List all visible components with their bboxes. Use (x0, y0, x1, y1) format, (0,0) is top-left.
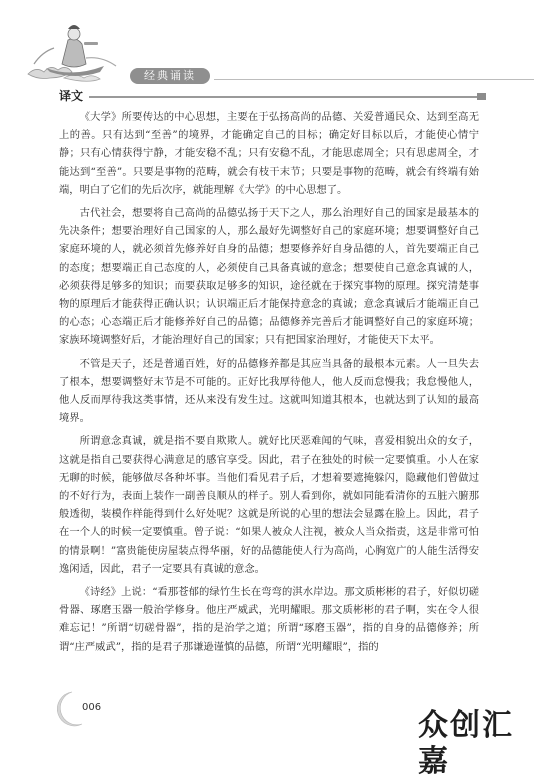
watermark-logo: 众创汇嘉 (418, 708, 514, 779)
paragraph: 古代社会，想要将自己高尚的品德弘扬于天下之人，那么治理好自己的国家是最基本的先决条件；想要治理好自己国家的人，那么最好先调整好自己的家庭环境；想要调整好自己家庭环境的人，就必须首先修养好自身的品德；想要修养好自身品德的人，首先要端正自己的态度；想要端正自己态度的人，必须使自己具备真诚的意念；想要使自己意念真诚的人，必须获得足够多的知识；而要获取足够多的知识，途径就在于探究事物的原理。探究清楚事物的原理后才能获得正确认识；认识端正后才能保持意念的真诚；意念真诚后才能端正自己的心态；心态端正后才能修养好自己的品德；品德修养完善后才能调整好自己的家庭环境；家族环境调整好后，才能治理好自己的国家；只有把国家治理好，才能使天下太平。 (59, 207, 479, 347)
translation-body (59, 108, 479, 656)
header-divider (214, 79, 534, 80)
section-header (59, 88, 479, 106)
page-number: 006 (82, 702, 102, 713)
section-end-marker (477, 93, 486, 100)
section-divider (89, 96, 477, 98)
paragraph: 《诗经》上说：“看那苍郁的绿竹生长在弯弯的淇水岸边。那文质彬彬的君子，好似切磋骨器、琢磨玉器一般治学修身。他庄严威武，光明耀眼。那文质彬彬的君子啊，实在令人很难忘记！”所谓“切磋骨器”，指的是治学之道；所谓“琢磨玉器”，指的自身的品德修养；所谓“庄严威武”，指的是君子那谦逊谨慎的品德，所谓“光明耀眼”，指的 (59, 586, 479, 653)
crescent-moon-icon (54, 690, 84, 728)
paragraph: 不管是天子，还是普通百姓，好的品德修养都是其应当具备的最根本元素。人一旦失去了根本，想要调整好末节是不可能的。正好比我厚待他人，他人反而怠慢我；我怠慢他人，他人反而厚待我这类事情，还从来没有发生过。这就叫知道其根本，也就达到了认知的最高境界。 (59, 357, 479, 425)
section-title: 译文 (59, 89, 84, 103)
banner-label: 经典诵读 (130, 68, 210, 84)
scholar-illustration-icon (24, 18, 124, 86)
page-header (18, 16, 528, 86)
paragraph: 《大学》所要传达的中心思想，主要在于弘扬高尚的品德、关爱普通民众、达到至高无上的善。只有达到“至善”的境界，才能确定自己的目标；确定好目标以后，才能使心情宁静；只有心情获得宁静，才能安稳不乱；只有安稳不乱，才能思虑周全；只有思虑周全，才能达到“至善”。只要是事物的范畴，就会有枝干末节；只要是事物的范畴，就会有终端有始端，明白了它们的先后次序，就能理解《大学》的中心思想了。 (59, 111, 479, 196)
paragraph: 所谓意念真诚，就是指不要自欺欺人。就好比厌恶难闻的气味，喜爱相貌出众的女子，这就是指自己要获得心满意足的感官享受。因此，君子在独处的时候一定要慎重。小人在家无聊的时候，能够做尽各种坏事。当他们看见君子后，才想着要遮掩躲闪，隐藏他们曾做过的不好行为，表面上装作一副善良顺从的样子。别人看到你，就如同能看清你的五脏六腑那般透彻，装模作样能得到什么好处呢？这就是所说的心里的想法会显露在脸上。因此，君子在一个人的时候一定要慎重。曾子说：“如果人被众人注视，被众人当众指责，这是非常可怕的情景啊！”富贵能使房屋装点得华丽，好的品德能使人行为高尚，心胸宽广的人能生活得安逸闲适，因此，君子一定要具有真诚的意念。 (59, 435, 479, 575)
